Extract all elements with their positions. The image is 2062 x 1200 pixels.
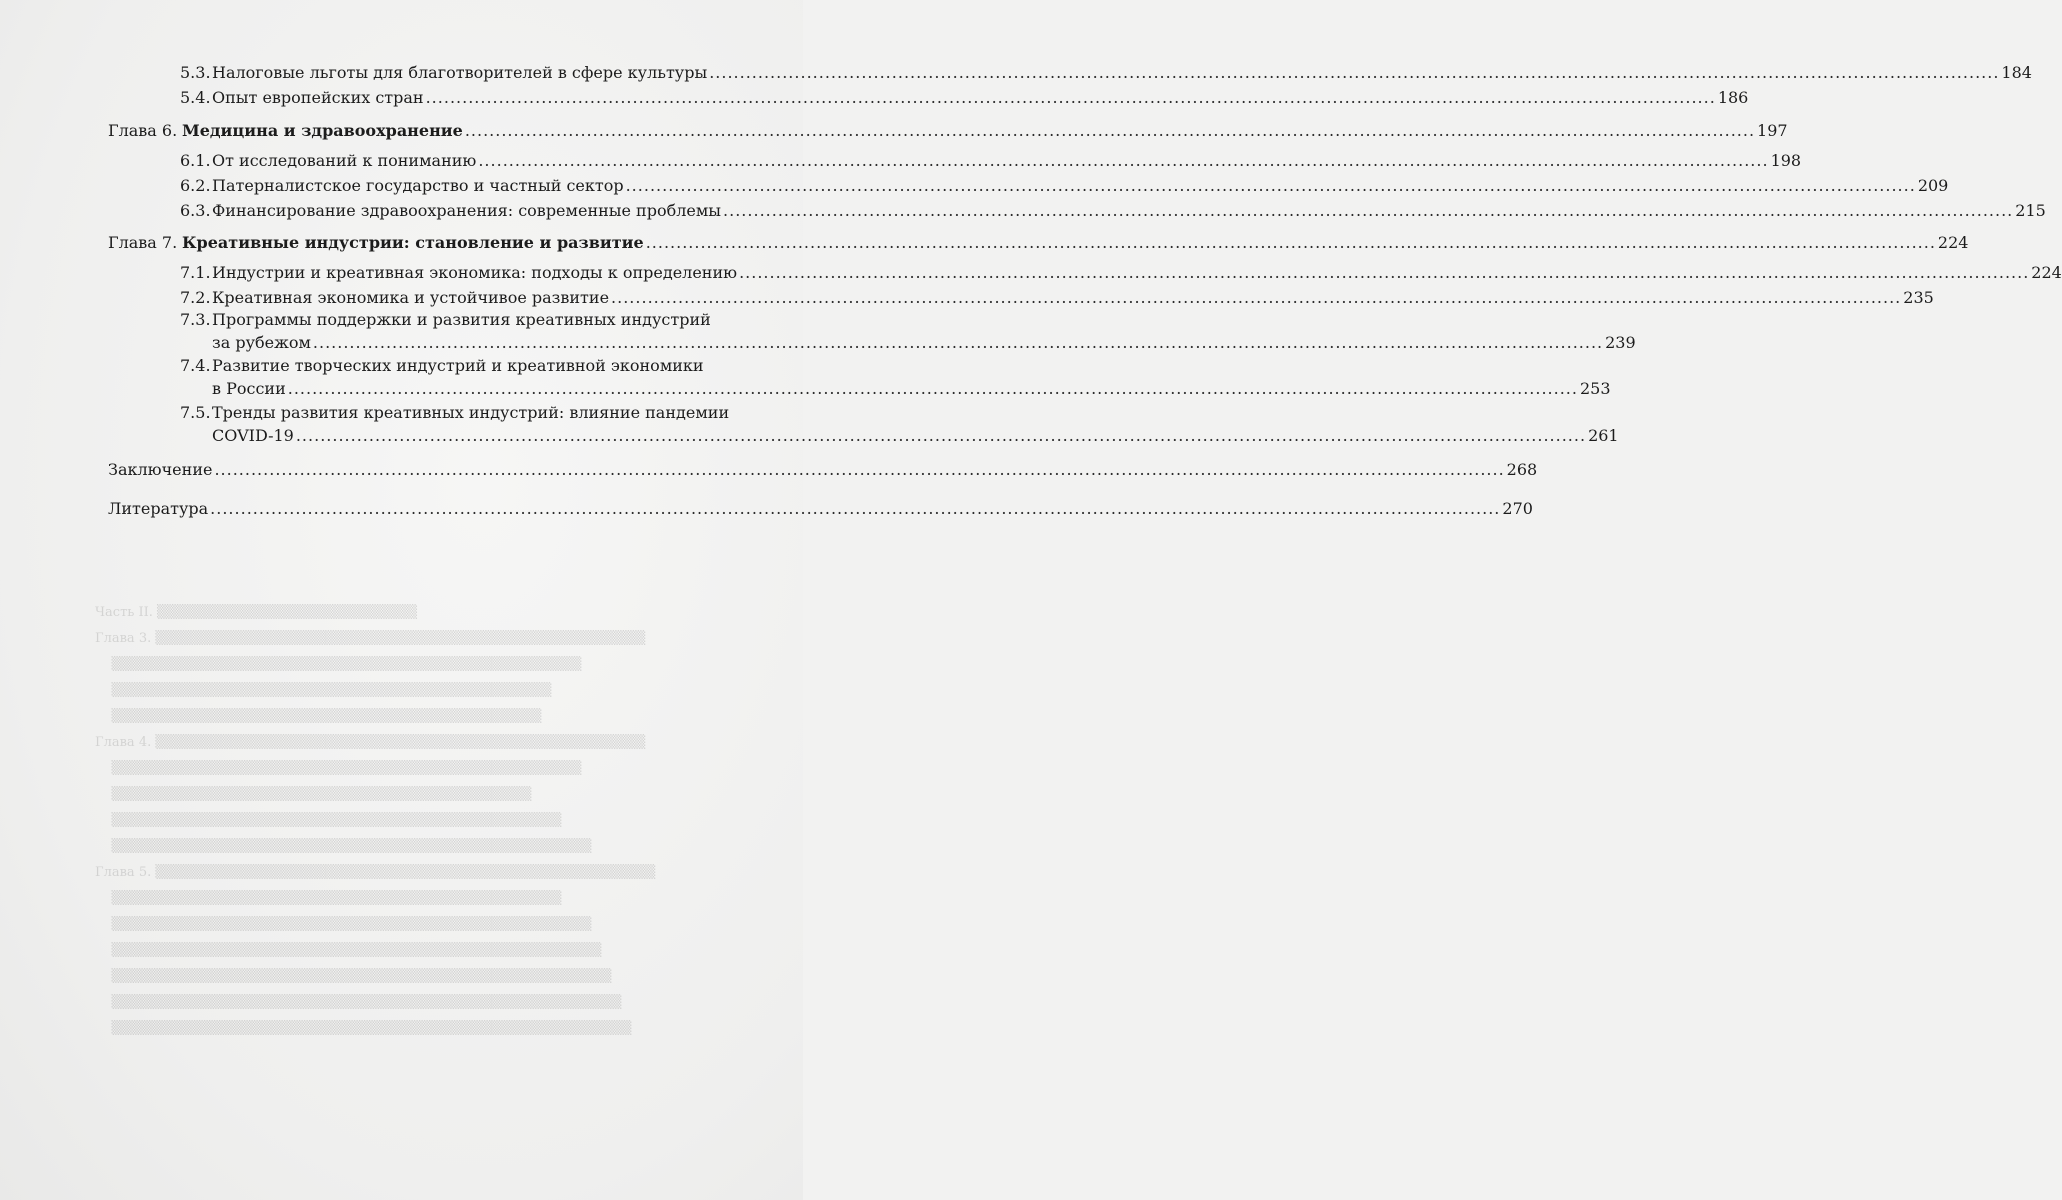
dot-leader [626,175,1916,197]
page-number: 253 [1579,379,1611,398]
toc-entry-7-4-continuation [212,378,1611,400]
page-number: 197 [1757,121,1788,140]
dot-leader [709,62,1999,84]
section-title: Индустрии и креативная экономика: подходы к определению [212,263,738,282]
section-title: Патерналистское государство и частный сектор [212,176,624,195]
page-number: 235 [1903,288,1934,307]
chapter-title: Креативные индустрии: становление и развитие [182,233,644,252]
page-number: 184 [2001,63,2032,82]
page-number: 270 [1502,499,1533,518]
section-title: Тренды развития креативных индустрий: влияние пандемии [212,403,730,422]
toc-entry-5-3 [180,62,2032,84]
page-number: 239 [1605,333,1636,352]
section-number: 5.3. [180,63,211,82]
section-number: 7.4. [180,356,211,375]
dot-leader [465,120,1755,142]
entry-title: Литература [108,499,209,518]
toc-entry-7-2 [180,287,1934,309]
dot-leader [210,498,1500,520]
toc-entry-6-3 [180,200,2046,222]
section-title-continuation: в России [212,379,286,398]
section-number: 6.3. [180,201,211,220]
section-number: 7.1. [180,263,211,282]
dot-leader [723,200,2013,222]
section-number: 7.3. [180,310,211,329]
dot-leader [288,378,1578,400]
section-number: 7.5. [180,403,211,422]
toc-entry-literature [108,498,1533,520]
section-number: 7.2. [180,288,211,307]
page-number: 215 [2015,201,2046,220]
section-title-line1 [180,355,772,377]
section-title-continuation: COVID-19 [212,426,294,445]
toc-entry-7-5-continuation [212,425,1619,447]
page-number: 198 [1770,151,1802,170]
dot-leader [611,287,1901,309]
dot-leader [296,425,1586,447]
toc-entry-7-4 [180,355,772,377]
entry-title: Заключение [108,460,213,479]
toc-entry-6-1 [180,150,1802,172]
chapter-title: Медицина и здравоохранение [182,121,463,140]
page-number: 224 [1937,233,1969,252]
section-title: Опыт европейских стран [212,88,424,107]
toc-entry-7-1 [180,262,2062,284]
section-number: 6.1. [180,151,211,170]
section-number: 5.4. [180,88,211,107]
section-number: 6.2. [180,176,211,195]
section-title: Программы поддержки и развития креативных индустрий [212,310,711,329]
section-title: Финансирование здравоохранения: современные проблемы [212,201,722,220]
page-number: 224 [2031,263,2062,282]
toc-entry-conclusion [108,459,1538,481]
toc-entry-5-4 [180,87,1749,109]
toc-entry-7-3 [180,309,772,331]
section-title: Развитие творческих индустрий и креативной экономики [212,356,704,375]
section-title-line1 [180,309,772,331]
toc-entry-6-2 [180,175,1949,197]
page-number: 268 [1506,460,1538,479]
page-number: 209 [1917,176,1949,195]
toc-entry-chapter-6 [108,120,1788,142]
section-title: От исследований к пониманию [212,151,477,170]
dot-leader [646,232,1936,254]
section-title-line1 [180,402,772,424]
toc-entry-chapter-7 [108,232,1969,254]
dot-leader [739,262,2029,284]
dot-leader [214,459,1504,481]
dot-leader [426,87,1716,109]
page-number: 186 [1717,88,1749,107]
toc-entry-7-5 [180,402,772,424]
dot-leader [313,332,1603,354]
chapter-number: Глава 7. [108,233,178,252]
toc-entry-7-3-continuation [212,332,1636,354]
section-title-continuation: за рубежом [212,333,311,352]
page-number: 261 [1588,426,1619,445]
bleed-through-text: Часть II. ▒▒▒▒▒▒▒▒▒▒▒▒▒▒▒▒▒▒▒▒▒▒▒▒▒▒ Глава 3. ▒▒▒▒▒▒▒▒▒▒▒▒▒▒▒▒▒▒▒▒▒▒▒▒▒▒▒▒▒▒▒▒▒▒▒▒▒▒▒▒▒▒▒▒▒▒▒▒▒ ▒▒▒▒▒▒▒▒▒▒▒▒▒▒▒▒▒▒▒▒▒▒▒▒▒▒▒▒▒▒▒▒▒▒▒▒▒▒▒▒▒▒▒▒▒▒▒ ▒▒▒▒▒▒▒▒▒▒▒▒▒▒▒▒▒▒▒▒▒▒▒▒▒▒▒▒▒▒▒▒▒▒▒▒▒▒▒▒▒▒▒▒ ▒▒▒▒▒▒▒▒▒▒▒▒▒▒▒▒▒▒▒▒▒▒▒▒▒▒▒▒▒▒▒▒▒▒▒▒▒▒▒▒▒▒▒ Глава 4. ▒▒▒▒▒▒▒▒▒▒▒▒▒▒▒▒▒▒▒▒▒▒▒▒▒▒▒▒▒▒▒▒▒▒▒▒▒▒▒▒▒▒▒▒▒▒▒▒▒ ▒▒▒▒▒▒▒▒▒▒▒▒▒▒▒▒▒▒▒▒▒▒▒▒▒▒▒▒▒▒▒▒▒▒▒▒▒▒▒▒▒▒▒▒▒▒▒ ▒▒▒▒▒▒▒▒▒▒▒▒▒▒▒▒▒▒▒▒▒▒▒▒▒▒▒▒▒▒▒▒▒▒▒▒▒▒▒▒▒▒ ▒▒▒▒▒▒▒▒▒▒▒▒▒▒▒▒▒▒▒▒▒▒▒▒▒▒▒▒▒▒▒▒▒▒▒▒▒▒▒▒▒▒▒▒▒ ▒▒▒▒▒▒▒▒▒▒▒▒▒▒▒▒▒▒▒▒▒▒▒▒▒▒▒▒▒▒▒▒▒▒▒▒▒▒▒▒▒▒▒▒▒▒▒▒ Глава 5. ▒▒▒▒▒▒▒▒▒▒▒▒▒▒▒▒▒▒▒▒▒▒▒▒▒▒▒▒▒▒▒▒▒▒▒▒▒▒▒▒▒▒▒▒▒▒▒▒▒▒ ▒▒▒▒▒▒▒▒▒▒▒▒▒▒▒▒▒▒▒▒▒▒▒▒▒▒▒▒▒▒▒▒▒▒▒▒▒▒▒▒▒▒▒▒▒ ▒▒▒▒▒▒▒▒▒▒▒▒▒▒▒▒▒▒▒▒▒▒▒▒▒▒▒▒▒▒▒▒▒▒▒▒▒▒▒▒▒▒▒▒▒▒▒▒ ▒▒▒▒▒▒▒▒▒▒▒▒▒▒▒▒▒▒▒▒▒▒▒▒▒▒▒▒▒▒▒▒▒▒▒▒▒▒▒▒▒▒▒▒▒▒▒▒▒ ▒▒▒▒▒▒▒▒▒▒▒▒▒▒▒▒▒▒▒▒▒▒▒▒▒▒▒▒▒▒▒▒▒▒▒▒▒▒▒▒▒▒▒▒▒▒▒▒▒▒ ▒▒▒▒▒▒▒▒▒▒▒▒▒▒▒▒▒▒▒▒▒▒▒▒▒▒▒▒▒▒▒▒▒▒▒▒▒▒▒▒▒▒▒▒▒▒▒▒▒▒▒ ▒▒▒▒▒▒▒▒▒▒▒▒▒▒▒▒▒▒▒▒▒▒▒▒▒▒▒▒▒▒▒▒▒▒▒▒▒▒▒▒▒▒▒▒▒▒▒▒▒▒▒▒ [95,605,656,1036]
chapter-number: Глава 6. [108,121,178,140]
section-title: Креативная экономика и устойчивое развитие [212,288,610,307]
section-title: Налоговые льготы для благотворителей в сфере культуры [212,63,708,82]
dot-leader [478,150,1768,172]
